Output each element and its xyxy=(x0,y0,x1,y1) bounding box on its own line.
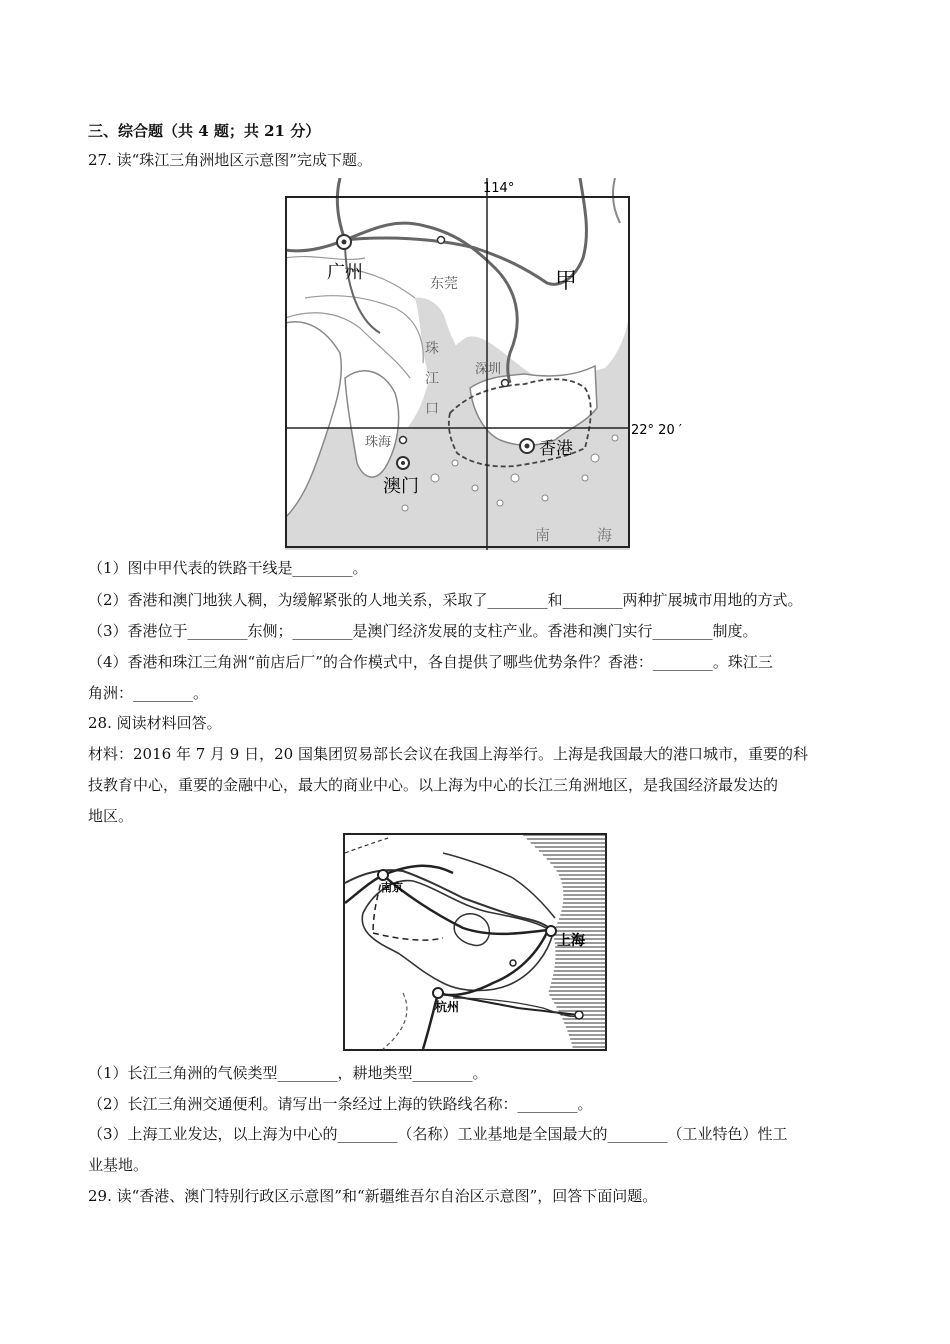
shenzhen-label: 深圳 xyxy=(475,362,502,377)
zhujiangkou-char-1: 珠 xyxy=(425,341,439,357)
jia-label: 甲 xyxy=(555,269,578,294)
q28-part1: （1）长江三角洲的气候类型________，耕地类型________。 xyxy=(88,1064,488,1082)
nanhai-char-1: 南 xyxy=(535,526,551,544)
q27-part1: （1）图中甲代表的铁路干线是________。 xyxy=(88,559,368,577)
zhuhai-label: 珠海 xyxy=(365,435,392,450)
q29-stem: 29. 读“香港、澳门特别行政区示意图”和“新疆维吾尔自治区示意图”，回答下面问题。 xyxy=(88,1187,658,1205)
q28-part2: （2）长江三角洲交通便利。请写出一条经过上海的铁路线名称：________。 xyxy=(88,1095,593,1113)
q28-material-line1: 材料：2016 年 7 月 9 日，20 国集团贸易部长会议在我国上海举行。上海是我国最大的港口城市，重要的科 xyxy=(88,745,808,763)
nanhai-char-2: 海 xyxy=(597,526,613,544)
q28-material-line2: 技教育中心，重要的金融中心，最大的商业中心。以上海为中心的长江三角洲地区，是我国经济最发达的 xyxy=(88,776,779,794)
lat-label: 22° 20 ′ xyxy=(631,423,682,438)
q28-part3-line1: （3）上海工业发达，以上海为中心的________（名称）工业基地是全国最大的________（工业特色）性工 xyxy=(88,1125,788,1143)
q27-stem: 27. 读“珠江三角洲地区示意图”完成下题。 xyxy=(88,151,372,169)
zhujiangkou-char-2: 江 xyxy=(425,371,439,387)
q27-part2: （2）香港和澳门地狭人稠，为缓解紧张的人地关系，采取了________和________两种扩展城市用地的方式。 xyxy=(88,591,803,609)
dongguan-label: 东莞 xyxy=(430,276,458,292)
q27-part4-line1: （4）香港和珠江三角洲“前店后厂”的合作模式中，各自提供了哪些优势条件？香港：________。珠江三 xyxy=(88,653,773,671)
guangzhou-label: 广州 xyxy=(327,262,363,283)
q27-part4-line2: 角洲：________。 xyxy=(88,684,209,702)
macau-label: 澳门 xyxy=(383,476,419,497)
pearl-river-delta-map xyxy=(285,178,705,550)
q27-part3: （3）香港位于________东侧；________是澳门经济发展的支柱产业。香港和澳门实行________制度。 xyxy=(88,622,758,640)
hongkong-label: 香港 xyxy=(539,439,573,459)
zhujiangkou-char-3: 口 xyxy=(425,401,439,417)
q28-material-line3: 地区。 xyxy=(88,807,134,825)
hangzhou-label: 杭州 xyxy=(435,1000,460,1014)
section-heading: 三、综合题（共 4 题；共 21 分） xyxy=(88,122,321,140)
lon-label: 114° xyxy=(483,181,515,196)
yangtze-river-delta-map xyxy=(343,833,609,1053)
shanghai-label: 上海 xyxy=(557,933,585,949)
q28-stem: 28. 阅读材料回答。 xyxy=(88,714,222,732)
nanjing-label: 南京 xyxy=(381,881,403,894)
q28-part3-line2: 业基地。 xyxy=(88,1156,149,1174)
